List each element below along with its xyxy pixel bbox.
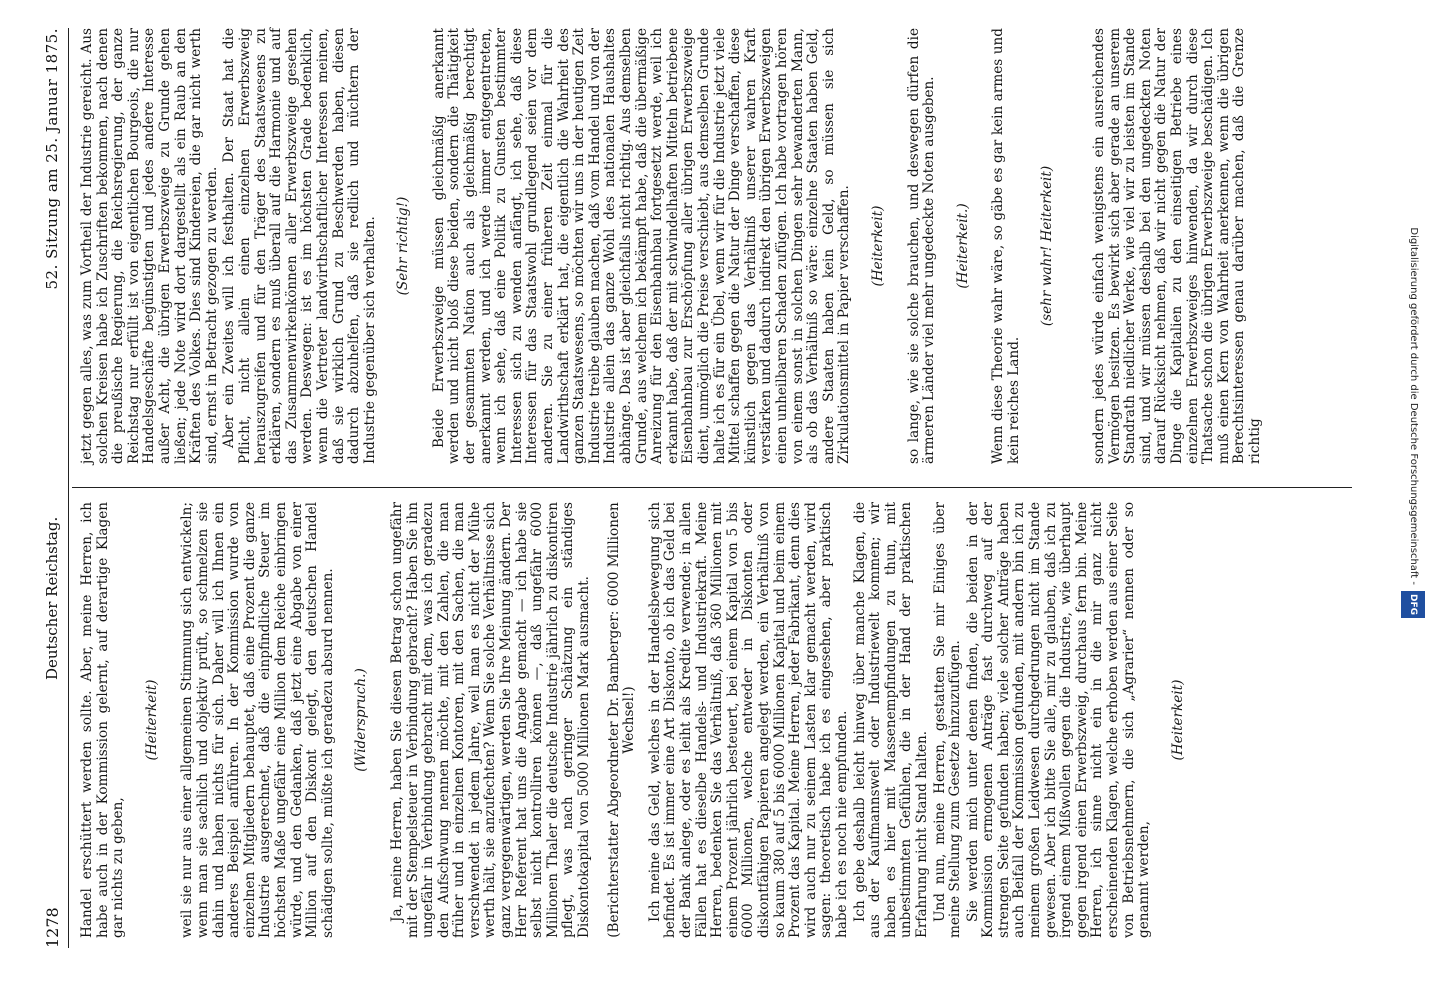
- stage-direction: (Heiterkeit): [1169, 679, 1186, 761]
- paragraph: sondern jedes würde einfach wenigstens ein ausreichendes Vermögen besitzen. Es bewirkt sich aber gerade an unserem Standrath niedlicher Werke, wie viel wir zu leisten im Stande sind, und wir müssen deshalb bei den ungedeckten Noten darauf Rücksicht nehmen, daß wir nicht gegen die Natur der Dinge die Kapitalien zu den einseitigen Betriebe eines einzelnen Erwerbszweiges hinwenden, da wir durch diese Thatsache schon die übrigen Erwerbszweige beschädigen. Ich muß einen Kern von Wahrheit anerkennen, wenn die übrigen Berechtsinteressen genau darüber machen, daß die Grenze richtig: [1091, 28, 1263, 464]
- header-rule: [68, 28, 69, 948]
- paragraph: Sie werden mich unter denen finden, die beiden in der Kommission ermogenen Anträge fast durchweg auf der strengen Seite gefunden haben; viele solcher Anträge haben auch Beifall der Kommission gefunden, mit andern bin ich zu meinem großen Leidwesen durchgedrungen nicht im Stande gewesen. Aber ich bitte Sie alle, mir zu glauben, daß ich zu irgend einem Mißwollen gegen die Industrie, wie überhaupt gegen irgend einen Erwerbszweig, durchaus fern bin. Meine Herren, ich sinne nicht ein in die mir ganz nicht erscheinenden Klagen, welche erhoben werden aus einer Seite von Betriebsnehmern, die sich „Agrarier“ nennen oder so genannt werden,: [964, 502, 1153, 938]
- right-column: [80, 28, 1266, 464]
- header-title: Deutscher Reichstag.: [43, 516, 61, 681]
- column-divider: [72, 487, 1352, 488]
- paragraph: Handel erschüttert werden sollte. Aber, meine Herren, ich habe auch in der Kommission gelernt, auf derartige Klagen gar nichts zu geben,: [79, 502, 127, 938]
- paragraph: Beide Erwerbszweige müssen gleichmäßig anerkannt werden und nicht bloß diese beiden, sondern die Thätigkeit der gesammten Nation auch als gleichmäßig berechtigt anerkannt werden, und ich werde immer entgegentreten, wenn ich sehe, daß eine Politik zu Gunsten bestimmter Interessen sich zu wenden anfängt, ich sehe, daß diese Interessen für das Staatswohl grundlegend seien vor dem anderen. Sie zu einer früheren Zeit einmal für die Landwirthschaft erklärt hat, die eigentlich die Wahrheit des ganzen Staatswesens, so möchten wir uns in der heutigen Zeit Industrie treibe glauben machen, daß vom Handel und von der Industrie allein das ganze Wohl des nationalen Haushaltes abhänge. Das ist aber gleichfalls nicht richtig. Aus demselben Grunde, aus welchem ich bekämpft habe, daß die übermäßige Anreizung für den Eisenbahnbau fortgesetzt werde, weil ich erkannt habe, daß der mit schwindelhaften Mitteln betriebene Eisenbahnbau zur Erschöpfung aller übrigen Erwerbszweige dient, unmöglich die Preise verschiebt, aus demselben Grunde halte ich es für ein Übel, wenn wir für die Industrie jetzt viele Mittel schaffen gegen die Natur der Dinge verschaffen, diese künstlich gegen das Verhältniß unserer wahren Kraft verstärken und dadurch indirekt den übrigen Erwerbszweigen einen unheilbaren Schaden zufügen. Ich habe vortragen hören von einem sonst in solchen Dingen sehr bewanderten Mann, als ob das Verhältniß so wäre: einzelne Staaten haben Geld, andere Staaten haben kein Geld, so müssen sie sich Zirkulationsmittel in Papier verschaffen.: [430, 28, 853, 464]
- paragraph: jetzt gegen alles, was zum Vortheil der Industrie gereicht. Aus solchen Kreisen habe ich Zuschriften bekommen, nach denen die preußische Regierung, die Reichsregierung, der ganze Reichstag nur erfüllt ist von eigentlichen Bourgeois, die nur Handelsgeschäfte begünstigten und jedes andere Interesse außer Acht, die übrigen Erwerbszweige zu Grunde gehen ließen; jede Note wird dort dargestellt als ein Raub an den Kräften des Volkes. Dies sind Kindereien, die gar nicht werth sind, ernst in Betracht gezogen zu werden.: [79, 28, 220, 464]
- paragraph: weil sie nur aus einer allgemeinen Stimmung sich entwickeln; wenn man sie sachlich und objektiv prüft, so schmelzen sie dahin und haben nichts für sich. Daher will ich Ihnen ein anderes Beispiel anführen. In der Kommission wurde von einzelnen Mitgliedern behauptet, daß eine Prozent die ganze Industrie ausgerechnet, daß die einpfindliche Steuer im höchsten Maße ungefähr eine Million dem Reiche einbringen würde, und den Gedanken, daß jetzt eine Abgabe von einer Million auf den Diskont gelegt, den deutschen Handel schädigen sollte, müßte ich geradezu absurd nennen.: [179, 502, 336, 938]
- paragraph: Wenn diese Theorie wahr wäre, so gäbe es gar kein armes und kein reiches Land.: [990, 28, 1022, 464]
- stage-direction: (sehr wahr! Heiterkeit): [1039, 165, 1056, 327]
- stage-direction: (Heiterkeit.): [954, 203, 971, 289]
- page-header: [40, 28, 64, 948]
- digitization-note: [1402, 8, 1424, 618]
- speaker-interjection: (Berichterstatter Abgeordneter Dr. Bamberger: 6000 Millionen Wechsel!): [605, 502, 638, 938]
- paragraph: Ja, meine Herren, haben Sie diesen Betrag schon ungefähr mit der Stempelsteuer in Verbindung gebracht? Haben Sie ihn ungefähr in Verbindung gebracht mit dem, was ich geradezu den Aufschwung nennen möchte, mit den Zahlen, die man früher und in einzelnen Kontoren, mit den Sachen, die man verschwendet in jedem Jahre, weil man es nicht der Mühe werth hält, sie anzufechten? Wenn Sie solche Verhältnisse sich ganz vergegenwärtigen, werden Sie Ihre Meinung ändern. Der Herr Referent hat uns die Angabe gemacht — ich habe sie selbst nicht kontrolliren können —, daß ungefähr 6000 Millionen Thaler die deutsche Industrie jährlich zu diskontiren pflegt, was nach geringer Schätzung ein ständiges Diskontokapital von 5000 Millionen Mark ausmacht.: [388, 502, 593, 938]
- left-column: [80, 502, 1206, 938]
- dfg-logo: DFG: [1401, 591, 1425, 618]
- digitization-text: Digitalisierung gefördert durch die Deutsche Forschungsgemeinschaft -: [1408, 227, 1419, 585]
- stage-direction: (Sehr richtig!): [395, 196, 412, 296]
- paragraph: Und nun, meine Herren, gestatten Sie mir Einiges über meine Stellung zum Gesetze hinzuzufügen.: [931, 502, 964, 938]
- paragraph: Ich gebe deshalb leicht hinweg über manche Klagen, die aus der Kaufmannswelt oder Industriewelt kommen; wir haben es hier mit Massenempfindungen zu thun, mit unbestimmten Gefühlen, die in der Hand der praktischen Erfahrung nicht Stand halten.: [851, 502, 930, 938]
- paragraph: Aber ein Zweites will ich festhalten. Der Staat hat die Pflicht, nicht allein einen einzelnen Erwerbszweig herauszugreifen und für den Träger des Staatswesens zu erklären, sondern es muß überall auf die Harmonie und auf das Zusammenwirkenkönnen aller Erwerbszweige gesehen werden. Deswegen: ist es im höchsten Grade bedenklich, wenn die Vertreter landwirthschaftlicher Interessen meinen, daß sie wirklich Grund zu Beschwerden haben, diesen dadurch abzuhelfen, daß sie redlich und nüchtern der Industrie gegenüber sich verhalten.: [221, 28, 378, 464]
- page-number: 1278: [42, 907, 62, 948]
- stage-direction: (Widerspruch.): [353, 668, 370, 772]
- paragraph: so lange, wie sie solche brauchen, und deswegen dürfen die ärmeren Länder viel mehr ungedeckte Noten ausgeben.: [905, 28, 938, 464]
- header-session: 52. Sitzung am 25. Januar 1875.: [43, 28, 61, 290]
- paragraph: Ich meine das Geld, welches in der Handelsbewegung sich befindet. Es ist immer eine Art Diskonto, ob ich das Geld bei der Bank anlege, oder es leiht als Kredite verwende; in allen Fällen hat es dieselbe Handels- und Industriekraft. Meine Herren, bedenken Sie das Verhältniß, daß 360 Millionen mit einem Prozent jährlich besteuert, bei einem Kapital von 5 bis 6000 Millionen, welche entweder in Diskonten oder diskontfähigen Papieren angelegt werden, ein Verhältniß von so kaum 380 auf 5 bis 6000 Millionen Kapital und beim einem Prozent das Kapital. Meine Herren, jeder Fabrikant, denn dies wird auch nur zu seinem Lasten klar gemacht werden, wird sagen: theoretisch habe ich es eingesehen, aber praktisch habe ich es noch nie empfunden.: [646, 502, 850, 938]
- stage-direction: (Heiterkeit): [143, 679, 160, 761]
- stage-direction: (Heiterkeit): [869, 205, 886, 287]
